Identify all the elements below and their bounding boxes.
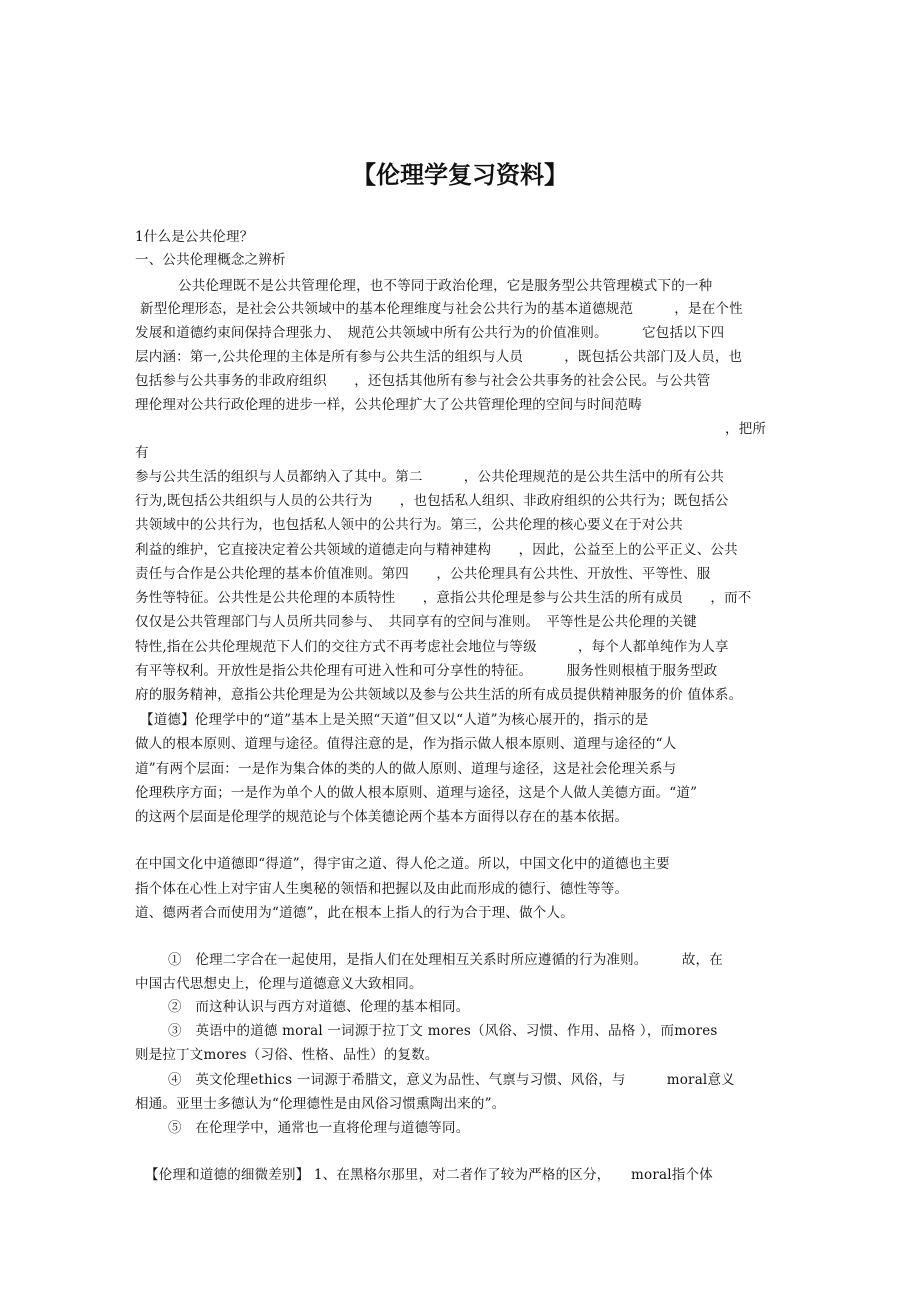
paragraph-line: 做人的根本原则、道理与途径。值得注意的是，作为指示做人根本原则、道理与途径的“人	[135, 736, 677, 752]
paragraph-line: 【道德】伦理学中的“道”基本上是关照“天道”但又以“人道”为核心展开的，指示的是	[140, 712, 649, 728]
paragraph-line: 仅仅是公共管理部门与人员所共同参与、 共同享有的空间与准则。 平等性是公共伦理的关键	[135, 614, 697, 630]
list-item: 中国古代思想史上，伦理与道德意义大致相同。	[135, 976, 423, 992]
paragraph-line: 特性,指在公共伦理规范下人们的交往方式不再考虑社会地位与等级 ，每个人都单纯作为人享	[135, 639, 729, 655]
paragraph-line: 包括参与公共事务的非政府组织 ，还包括其他所有参与社会公共事务的社会公民。与公共管	[135, 373, 711, 389]
paragraph-line: 利益的维护，它直接决定着公共领域的道德走向与精神建构 ，因此，公益至上的公平正义、公共	[135, 542, 738, 558]
paragraph-line: 有平等权利。开放性是指公共伦理有可进入性和可分享性的特征。 服务性则根植于服务型政	[135, 663, 718, 679]
list-item: 则是拉丁文mores（习俗、性格、品性）的复数。	[135, 1047, 439, 1063]
section-heading: 一、公共伦理概念之辨析	[135, 252, 286, 268]
paragraph-line: 行为,既包括公共组织与人员的公共行为 ，也包括私人组织、非政府组织的公共行为；既包括公	[135, 493, 729, 509]
question-heading: 1什么是公共伦理？	[135, 229, 254, 245]
list-item: ⑤ 在伦理学中，通常也一直将伦理与道德等同。	[168, 1120, 470, 1136]
paragraph-line: 指个体在心性上对宇宙人生奥秘的领悟和把握以及由此而形成的德行、德性等等。	[135, 881, 629, 897]
paragraph-line: 道”有两个层面：一是作为集合体的类的人的做人原则、道理与途径，这是社会伦理关系与	[135, 761, 677, 777]
paragraph-line: 的这两个层面是伦理学的规范论与个体美德论两个基本方面得以存在的基本依据。	[135, 809, 629, 825]
paragraph-line: 伦理秩序方面；一是作为单个人的做人根本原则、道理与途径，这是个人做人美德方面。“道”	[135, 785, 698, 801]
page-title: 【伦理学复习资料】	[352, 161, 568, 189]
list-item: ② 而这种认识与西方对道德、伦理的基本相同。	[168, 999, 470, 1015]
paragraph-line: 参与公共生活的组织与人员都纳入了其中。第二 ，公共伦理规范的是公共生活中的所有公共	[135, 469, 725, 485]
paragraph-line: 新型伦理形态，是社会公共领域中的基本伦理维度与社会公共行为的基本道德规范 ，是在个性	[140, 301, 743, 317]
paragraph-line: 责任与合作是公共伦理的基本价值准则。第四 ，公共伦理具有公共性、开放性、平等性、服	[135, 566, 711, 582]
list-item: ③ 英语中的道德 moral 一词源于拉丁文 mores（风俗、习惯、作用、品格 ），而mores	[168, 1023, 718, 1039]
paragraph-line: 理伦理对公共行政伦理的进步一样，公共伦理扩大了公共管理伦理的空间与时间范畴	[135, 397, 642, 413]
list-item: 相通。亚里士多德认为“伦理德性是由风俗习惯熏陶出来的”。	[135, 1096, 506, 1112]
list-item: ① 伦理二字合在一起使用，是指人们在处理相互关系时所应遵循的行为准则。 故，在	[168, 952, 723, 968]
paragraph-line: 【伦理和道德的细微差别】 1、在黑格尔那里，对二者作了较为严格的区分， moral指个体	[145, 1167, 713, 1183]
paragraph-line: 层内涵：第一,公共伦理的主体是所有参与公共生活的组织与人员 ，既包括公共部门及人员，也	[135, 349, 743, 365]
paragraph-line: 府的服务精神，意指公共伦理是为公共领域以及参与公共生活的所有成员提供精神服务的价 值体系。	[135, 687, 743, 703]
paragraph-line: 务性等特征。公共性是公共伦理的本质特性 ，意指公共伦理是参与公共生活的所有成员 ，而不	[135, 590, 752, 606]
paragraph-line: ，把所	[725, 421, 767, 437]
paragraph-line: 有	[135, 445, 149, 461]
paragraph-line: 共领域中的公共行为，也包括私人领中的公共行为。第三，公共伦理的核心要义在于对公共	[135, 517, 683, 533]
paragraph-line: 发展和道德约束间保持合理张力、 规范公共领域中所有公共行为的价值准则。 它包括以下四	[135, 325, 725, 341]
paragraph-line: 公共伦理既不是公共管理伦理，也不等同于政治伦理，它是服务型公共管理模式下的一种	[178, 278, 713, 294]
list-item: ④ 英文伦理ethics 一词源于希腊文，意义为品性、气禀与习惯、风俗，与 moral意义	[168, 1072, 735, 1088]
paragraph-line: 道、德两者合而使用为“道德”，此在根本上指人的行为合于理、做个人。	[135, 905, 574, 921]
paragraph-line: 在中国文化中道德即“得道”，得宇宙之道、得人伦之道。所以，中国文化中的道德也主要	[135, 856, 670, 872]
